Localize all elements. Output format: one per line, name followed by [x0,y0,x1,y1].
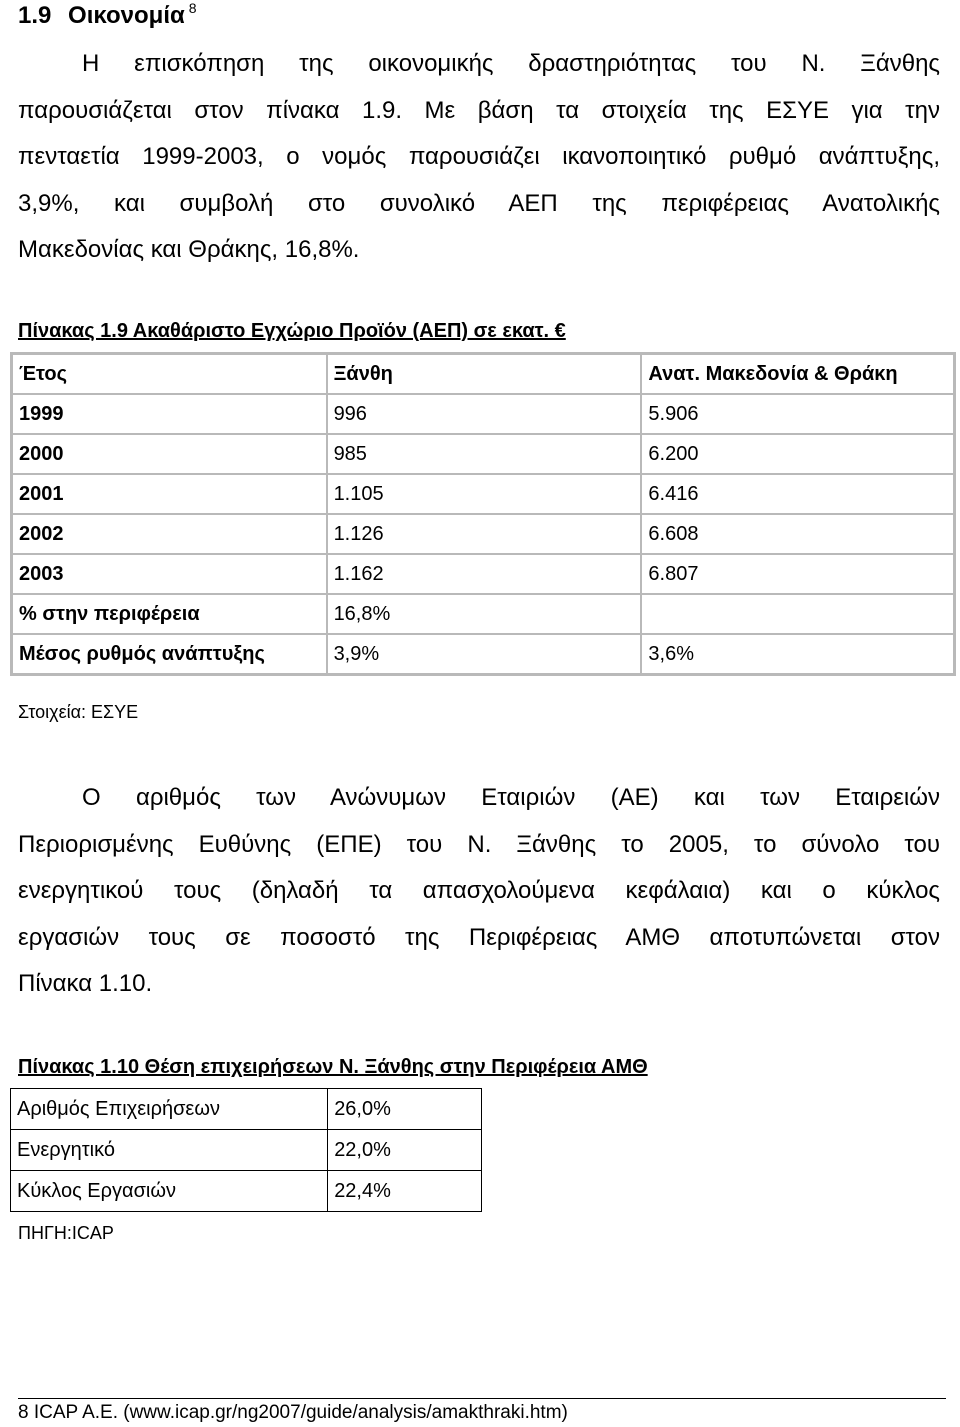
table-cell: 1.126 [327,514,642,554]
table-cell: 1999 [12,394,327,434]
table-row [12,394,955,434]
table-cell: Κύκλος Εργασιών [11,1171,328,1212]
intro-paragraph [18,41,940,274]
table-row [12,514,955,554]
table-cell: % στην περιφέρεια [12,594,327,634]
table-cell: 1.105 [327,474,642,514]
table-cell: 3,6% [641,634,954,675]
business-position-table [10,1088,482,1212]
table-cell: 6.416 [641,474,954,514]
footnote-divider [18,1398,946,1399]
table-cell: Ενεργητικό [11,1130,328,1171]
header-cell: Έτος [12,354,327,395]
section-number: 1.9 [18,2,52,29]
section-title: Οικονομία [68,2,185,29]
table-cell: 2003 [12,554,327,594]
header-cell: Ξάνθη [327,354,642,395]
intro-line: Μακεδονίας και Θράκης, 16,8%. [18,236,360,263]
intro-line: πενταετία 1999-2003, ο νομός παρουσιάζει ικανοποιητικό ρυθμό ανάπτυξης, [18,143,940,170]
footnote: 8 ICAP A.E. (www.icap.gr/ng2007/guide/analysis/amakthraki.htm) [18,1402,568,1423]
table-header-row [12,354,955,395]
table2-caption: Πίνακας 1.10 Θέση επιχειρήσεων Ν. Ξάνθης στην Περιφέρεια ΑΜΘ [18,1056,648,1078]
paragraph-line: Ο αριθμός των Ανώνυμων Εταιριών (ΑΕ) και των Εταιρειών [82,784,940,811]
table-cell: Μέσος ρυθμός ανάπτυξης [12,634,327,675]
table-row [12,474,955,514]
table-cell: Αριθμός Επιχειρήσεων [11,1089,328,1130]
table-cell: 26,0% [328,1089,482,1130]
section-heading [18,2,197,30]
second-paragraph [18,775,940,1008]
table-cell: 16,8% [327,594,642,634]
paragraph-line: Πίνακα 1.10. [18,970,153,997]
table1-caption: Πίνακας 1.9 Ακαθάριστο Εγχώριο Προϊόν (ΑΕΠ) σε εκατ. € [18,320,566,342]
table-cell: 1.162 [327,554,642,594]
table-cell: 2000 [12,434,327,474]
table-cell: 6.807 [641,554,954,594]
table1-source: Στοιχεία: ΕΣΥΕ [18,702,139,722]
table-cell: 6.200 [641,434,954,474]
table-cell: 985 [327,434,642,474]
table-cell: 5.906 [641,394,954,434]
table-row [11,1089,482,1130]
table-cell [641,594,954,634]
intro-line: 3,9%, και συμβολή στο συνολικό ΑΕΠ της περιφέρειας Ανατολικής [18,189,940,217]
paragraph-line: Περιορισμένης Ευθύνης (ΕΠΕ) του Ν. Ξάνθης το 2005, το σύνολο του [18,830,940,858]
table-row [12,554,955,594]
intro-line: Η επισκόπηση της οικονομικής δραστηριότητας του Ν. Ξάνθης [82,50,940,77]
table-cell: 22,0% [328,1130,482,1171]
table-cell: 996 [327,394,642,434]
table-row [12,634,955,675]
table-cell: 3,9% [327,634,642,675]
intro-line: παρουσιάζεται στον πίνακα 1.9. Με βάση τα στοιχεία της ΕΣΥΕ για την [18,96,940,124]
footnote-ref: 8 [188,0,197,16]
table2-source: ΠΗΓΗ:ICAP [18,1223,114,1243]
table-row [12,434,955,474]
table-row [11,1171,482,1212]
table-row [11,1130,482,1171]
table-cell: 6.608 [641,514,954,554]
table-cell: 2002 [12,514,327,554]
table-cell: 22,4% [328,1171,482,1212]
gdp-table [10,352,956,676]
header-cell: Ανατ. Μακεδονία & Θράκη [641,354,954,395]
paragraph-line: ενεργητικού τους (δηλαδή τα απασχολούμενα κεφάλαια) και ο κύκλος [18,877,940,904]
table-row [12,594,955,634]
table-cell: 2001 [12,474,327,514]
paragraph-line: εργασιών τους σε ποσοστό της Περιφέρειας ΑΜΘ αποτυπώνεται στον [18,923,940,951]
